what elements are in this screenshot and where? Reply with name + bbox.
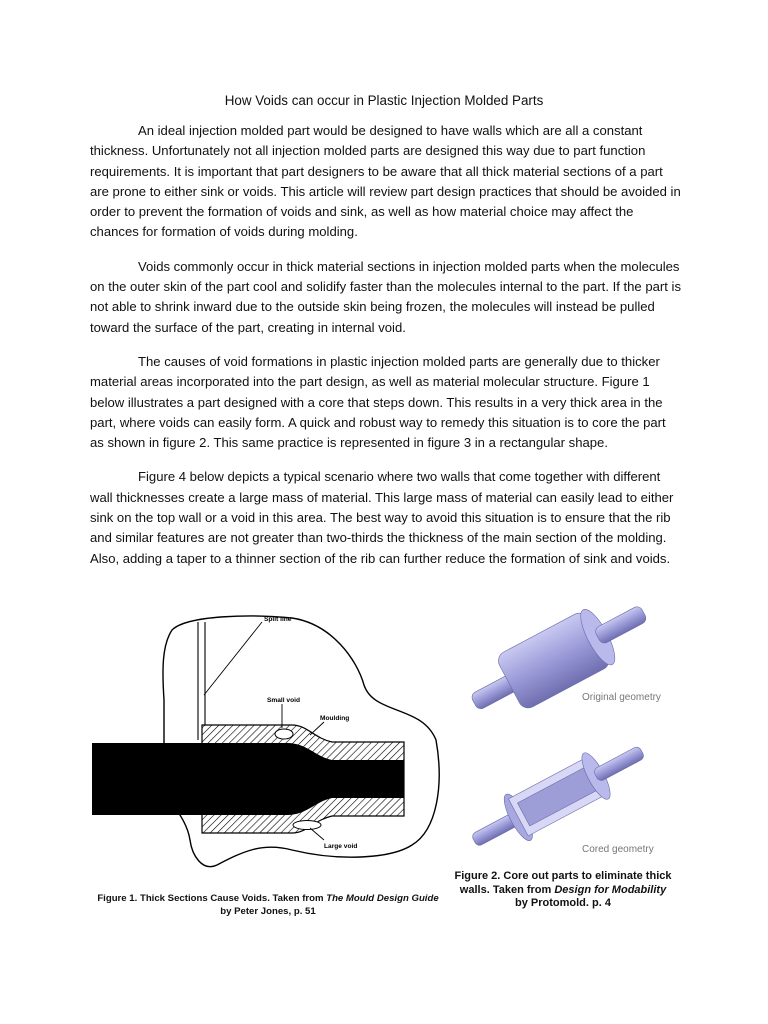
caption-text: Figure 2. Core out parts to eliminate thick walls. Taken from	[454, 870, 672, 896]
figure-1	[92, 590, 444, 928]
paragraph: Figure 4 below depicts a typical scenario where two walls that come together with different wall thicknesses create a large mass of material. This large mass of material can easily lead to either sink on the top wall or a void in this area. The best way to avoid this situation is to ensure that the rib and similar features are not greater than two-thirds the thickness of the main section of the molding. Also, adding a taper to a thinner section of the rib can further reduce the formation of sink and voids.	[90, 469, 674, 566]
caption-text: by Peter Jones, p. 51	[220, 905, 316, 917]
label-small-void: Small void	[267, 697, 300, 704]
figure-2	[452, 585, 674, 925]
figure-2-caption	[452, 870, 674, 911]
label-split-line: Split line	[264, 616, 292, 623]
paragraph: Voids commonly occur in thick material sections in injection molded parts when the molecules on the outer skin of the part cool and solidify faster than the molecules internal to the part. If the part is not able to shrink inward due to the outside skin being frozen, the molecules will instead be pulled toward the surface of the part, creating in internal void.	[90, 258, 682, 335]
figure-1-drawing	[92, 590, 444, 890]
label-original-geometry: Original geometry	[582, 692, 661, 703]
figure-2-drawing	[452, 585, 674, 865]
caption-book-title: Design for Modability	[554, 883, 667, 896]
original-geometry-model	[460, 585, 659, 730]
body-text	[90, 121, 682, 583]
label-cored-geometry: Cored geometry	[582, 844, 654, 855]
page-title: How Voids can occur in Plastic Injection Molded Parts	[224, 93, 544, 108]
paragraph: The causes of void formations in plastic injection molded parts are generally due to thicker material areas incorporated into the part design, as well as material molecular structure. Figure 1 below illustrates a part designed with a core that steps down. This results in a very thick area in the part, where voids can easily form. A quick and robust way to remedy this situation is to core the part as shown in figure 2. This same practice is represented in figure 3 in a rectangular shape.	[90, 353, 666, 451]
label-moulding: Moulding	[320, 715, 350, 722]
paragraph: An ideal injection molded part would be designed to have walls which are all a constant thickness. Unfortunately not all injection molded parts are designed this way due to part function requirements. It is important that part designers to be aware that all thick material sections of a part are prone to either sink or voids. This article will review part design practices that should be avoided in order to prevent the formation of voids and sink, as well as how material choice may affect the chances for formation of voids during molding.	[90, 123, 681, 240]
caption-book-title: The Mould Design Guide	[326, 893, 439, 904]
large-void	[293, 821, 321, 830]
caption-text: by Protomold. p. 4	[515, 897, 611, 909]
figure-1-caption	[92, 893, 444, 918]
caption-text: Figure 1. Thick Sections Cause Voids. Taken from	[97, 893, 327, 904]
label-large-void: Large void	[324, 843, 358, 850]
small-void	[275, 729, 293, 739]
